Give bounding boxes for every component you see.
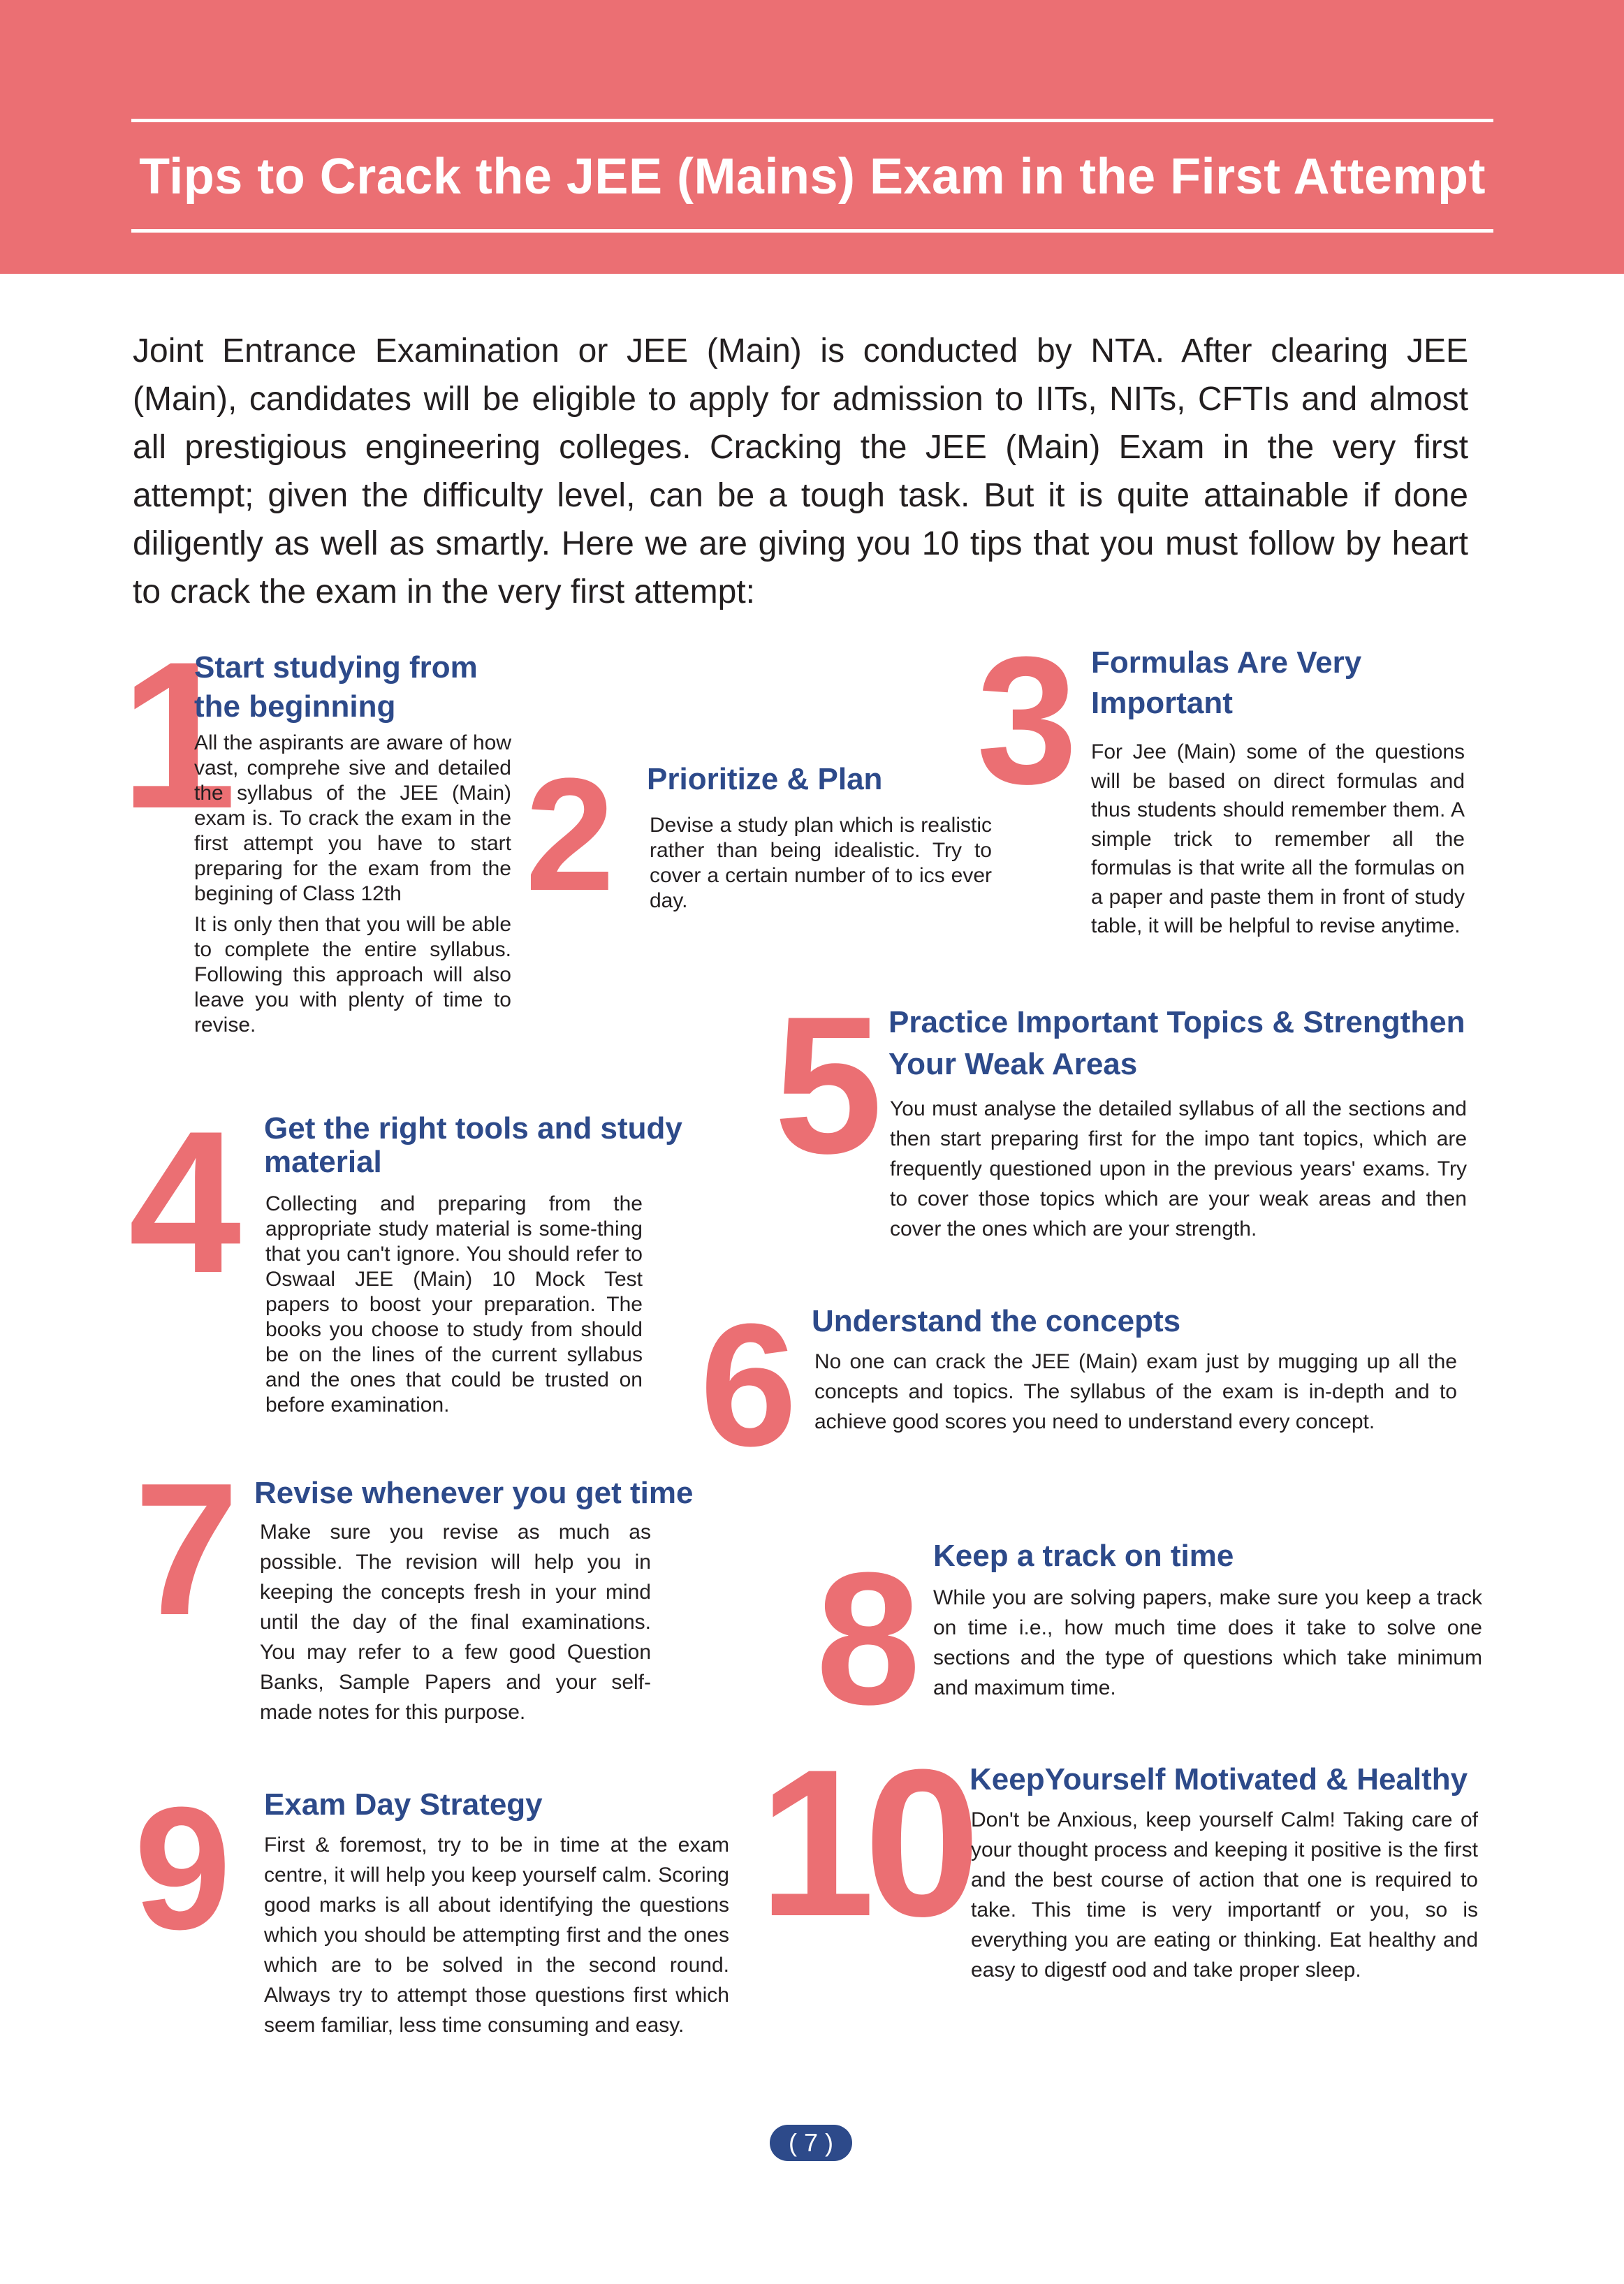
tip-number: 6 [700,1287,798,1482]
title-banner [0,0,1624,274]
tip-heading: Start studying from the beginning [194,650,478,724]
intro-paragraph: Joint Entrance Examination or JEE (Main) is conducted by NTA. After clearing JEE (Main), candidates will be eligible to apply for admission to IITs, NITs, CFTIs and almost all prestigious engineering colleges. Cracking the JEE (Main) Exam in the very first attempt; given the difficulty level, can be a tough task. But it is quite attainable if done diligently as well as smartly. Here we are giving you 10 tips that you must follow by heart to crack the exam in the very first attempt: [133,332,1468,610]
tip-heading: Exam Day Strategy [264,1787,543,1822]
tip-text: First & foremost, try to be in time at the exam centre, it will help you keep yourself calm. Scoring good marks is all about identifying the questions which you should be attempting first and the ones which are to be solved in the second round. Always try to attempt those questions first which seem familiar, less time consuming and easy. [264,1833,729,2037]
page-number: ( 7 ) [770,2125,852,2161]
tip-number: 9 [134,1771,232,1965]
tip-number: 10 [759,1725,970,1960]
tip-text: You must analyse the detailed syllabus of all the sections and then start preparing first for the impo tant topics, which are frequently questioned upon in the previous years' exams. Try to cover those topics which are your weak areas and then cover the ones which are your strength. [890,1097,1467,1240]
tip-text: Devise a study plan which is realistic rather than being idealistic. Try to cover a certain number of to ics ever day. [650,814,992,912]
tip-text: Collecting and preparing from the appropriate study material is some-thing that you can't ignore. You should refer to Oswaal JEE (Main) 10 Mock Test papers to boost your preparation. The books you choose to study from should be on the lines of the current syllabus and the ones that could be trusted on before examination. [265,1192,643,1416]
tip-number: 5 [774,976,883,1194]
tip-number: 4 [129,1089,242,1315]
tip-heading: Revise whenever you get time [254,1476,694,1510]
tip-heading: Keep a track on time [933,1539,1234,1573]
tip-heading: Understand the concepts [812,1304,1181,1338]
tip-number: 2 [525,745,615,924]
tip-text: All the aspirants are aware of how vast, comprehe sive and detailed the syllabus of the JEE (Main) exam is. To crack the exam in the first attempt you have to start preparing for the exam from the begining of Class 12th [194,731,511,905]
banner-bottom-rule [131,229,1493,233]
tip-number: 8 [816,1534,921,1744]
tip-number: 3 [976,620,1078,822]
page-title: Tips to Crack the JEE (Mains) Exam in the First Attempt [139,148,1486,205]
tip-number: 1 [120,617,230,852]
tip-text: For Jee (Main) some of the questions will be based on direct formulas and thus students should remember them. A simple trick to remember all the formulas is that write all the formulas on a paper and paste them in front of study table, it will be helpful to revise anytime. [1091,740,1465,937]
tip-heading: Get the right tools and study material [264,1111,682,1179]
banner-top-rule [131,119,1493,122]
tip-number: 7 [134,1444,240,1655]
tip-heading: Practice Important Topics & Strengthen Your Weak Areas [888,1005,1465,1081]
tip-text: It is only then that you will be able to complete the entire syllabus. Following this approach will also leave you with plenty of time to revise. [194,913,511,1037]
tip-text: While you are solving papers, make sure you keep a track on time i.e., how much time does it take to solve one sections and the type of questions which take minimum and maximum time. [933,1586,1482,1699]
tip-heading: Prioritize & Plan [647,762,883,796]
tip-text: Make sure you revise as much as possible. The revision will help you in keeping the concepts fresh in your mind until the day of the final examinations. You may refer to a few good Question Banks, Sample Papers and your self-made notes for this purpose. [260,1521,651,1724]
tip-text: No one can crack the JEE (Main) exam just by mugging up all the concepts and topics. The syllabus of the exam is in-depth and to achieve good scores you need to understand every concept. [814,1350,1457,1433]
tip-heading: KeepYourself Motivated & Healthy [970,1762,1468,1796]
tip-text: Don't be Anxious, keep yourself Calm! Taking care of your thought process and keeping it positive is the first and the best course of action that one is required to take. This time is very importantf or you, so is everything you are eating or thinking. Eat healthy and easy to digestf ood and take proper sleep. [971,1808,1478,1982]
tip-heading: Formulas Are Very Important [1091,645,1362,720]
